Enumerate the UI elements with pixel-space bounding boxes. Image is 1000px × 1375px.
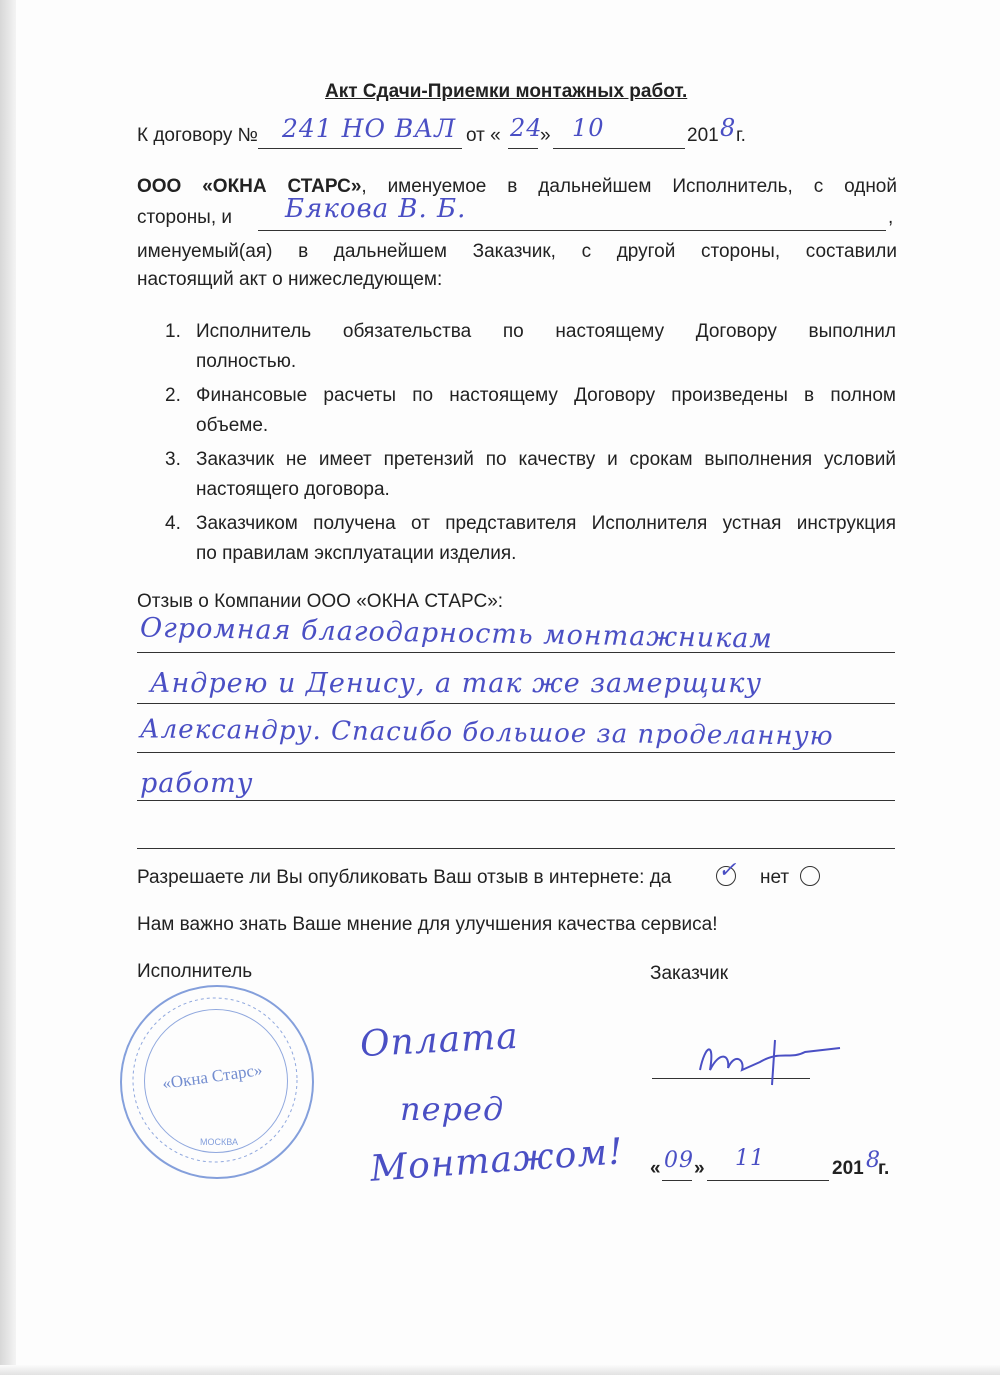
item-4-number: 4. [165, 513, 181, 534]
stamp-text: «Окна Старс» [161, 1060, 264, 1093]
opinion-text: Нам важно знать Ваше мнение для улучшения качества сервиса! [137, 914, 718, 935]
intro-line-3: именуемый(ая) в дальнейшем Заказчик, с другой стороны, составили [137, 241, 897, 262]
item-3 [196, 445, 896, 505]
item-2-number: 2. [165, 385, 181, 406]
publish-no-label: нет [760, 867, 790, 888]
review-line-1 [137, 652, 895, 653]
review-handwritten-4: работу [140, 768, 254, 799]
contract-month-handwritten: 10 [572, 114, 605, 142]
payment-note-line-1: Оплата [359, 1015, 520, 1066]
customer-month-line [707, 1180, 829, 1181]
intro-line-4: настоящий акт о нижеследующем: [137, 269, 443, 290]
company-stamp [120, 985, 314, 1179]
executor-label: Исполнитель [137, 961, 253, 982]
review-handwritten-1: Огромная благодарность монтажникам [139, 612, 774, 655]
contract-day-line [508, 148, 538, 149]
intro-line-1 [137, 175, 897, 199]
item-3-number: 3. [165, 449, 181, 470]
customer-month-handwritten: 11 [735, 1146, 765, 1171]
review-line-5 [137, 848, 895, 849]
company-name: ООО «ОКНА СТАРС» [137, 176, 362, 197]
contract-day-handwritten: 24 [510, 114, 543, 142]
customer-label: Заказчик [650, 963, 729, 984]
contract-number-line [258, 148, 462, 149]
item-3-line-2: настоящего договора. [196, 479, 390, 500]
item-4-line-2: по правилам эксплуатации изделия. [196, 543, 517, 564]
contract-year-prefix: 201 [687, 125, 719, 146]
review-line-4 [137, 800, 895, 801]
item-3-line-1: Заказчик не имеет претензий по качеству и срокам выполнения условий [196, 449, 896, 470]
customer-date-close: » [694, 1158, 705, 1179]
customer-name-handwritten: Бякова В. Б. [285, 194, 467, 224]
item-1-line-1: Исполнитель обязательства по настоящему Договору выполнил [196, 321, 896, 342]
customer-year-prefix: 201 [832, 1158, 864, 1179]
customer-signature [680, 1030, 850, 1090]
contract-number-handwritten: 241 НО ВАЛ [282, 114, 457, 143]
item-4 [196, 509, 896, 569]
payment-note-line-3: Монтажом! [368, 1131, 625, 1190]
contract-month-sep: » [540, 125, 551, 146]
item-1 [196, 317, 896, 377]
contract-date-prefix: от « [466, 125, 501, 146]
review-handwritten-3: Александру. Спасибо большое за проделанную [139, 714, 834, 752]
publish-question: Разрешаете ли Вы опубликовать Ваш отзыв в интернете: да [137, 867, 672, 888]
intro-line-2-prefix: стороны, и [137, 207, 233, 228]
contract-year-digit: 8 [720, 114, 737, 142]
customer-day-line [662, 1180, 692, 1181]
paper-bottom-edge [0, 1365, 1000, 1375]
intro-line-1-rest: , именуемое в дальнейшем Исполнитель, с одной [361, 176, 897, 197]
contract-month-line [553, 148, 685, 149]
stamp-city: МОСКВА [200, 1137, 238, 1147]
customer-name-line [258, 230, 886, 231]
review-line-3 [137, 752, 895, 753]
intro-line-2-comma: , [888, 207, 894, 228]
customer-date-open: « [650, 1158, 661, 1179]
item-4-line-1: Заказчиком получена от представителя Исполнителя устная инструкция [196, 513, 896, 534]
customer-year-digit: 8 [866, 1148, 881, 1173]
item-2-line-1: Финансовые расчеты по настоящему Договору произведены в полном [196, 385, 896, 406]
review-label: Отзыв о Компании ООО «ОКНА СТАРС»: [137, 591, 504, 612]
item-1-line-2: полностью. [196, 351, 297, 372]
contract-prefix: К договору № [137, 125, 259, 146]
document-title: Акт Сдачи-Приемки монтажных работ. [325, 81, 688, 102]
item-1-number: 1. [165, 321, 181, 342]
item-2 [196, 381, 896, 441]
customer-day-handwritten: 09 [664, 1148, 694, 1173]
item-2-line-2: объеме. [196, 415, 269, 436]
customer-year-suffix: г. [878, 1158, 890, 1179]
review-handwritten-2: Андрею и Денису, а так же замерщику [150, 668, 762, 699]
review-line-2 [137, 703, 895, 704]
contract-year-suffix: г. [736, 125, 746, 146]
payment-note-line-2: перед [400, 1090, 505, 1128]
publish-yes-checkmark: ✓ [718, 858, 738, 883]
publish-no-radio[interactable] [800, 866, 820, 886]
paper-left-edge [0, 0, 16, 1375]
